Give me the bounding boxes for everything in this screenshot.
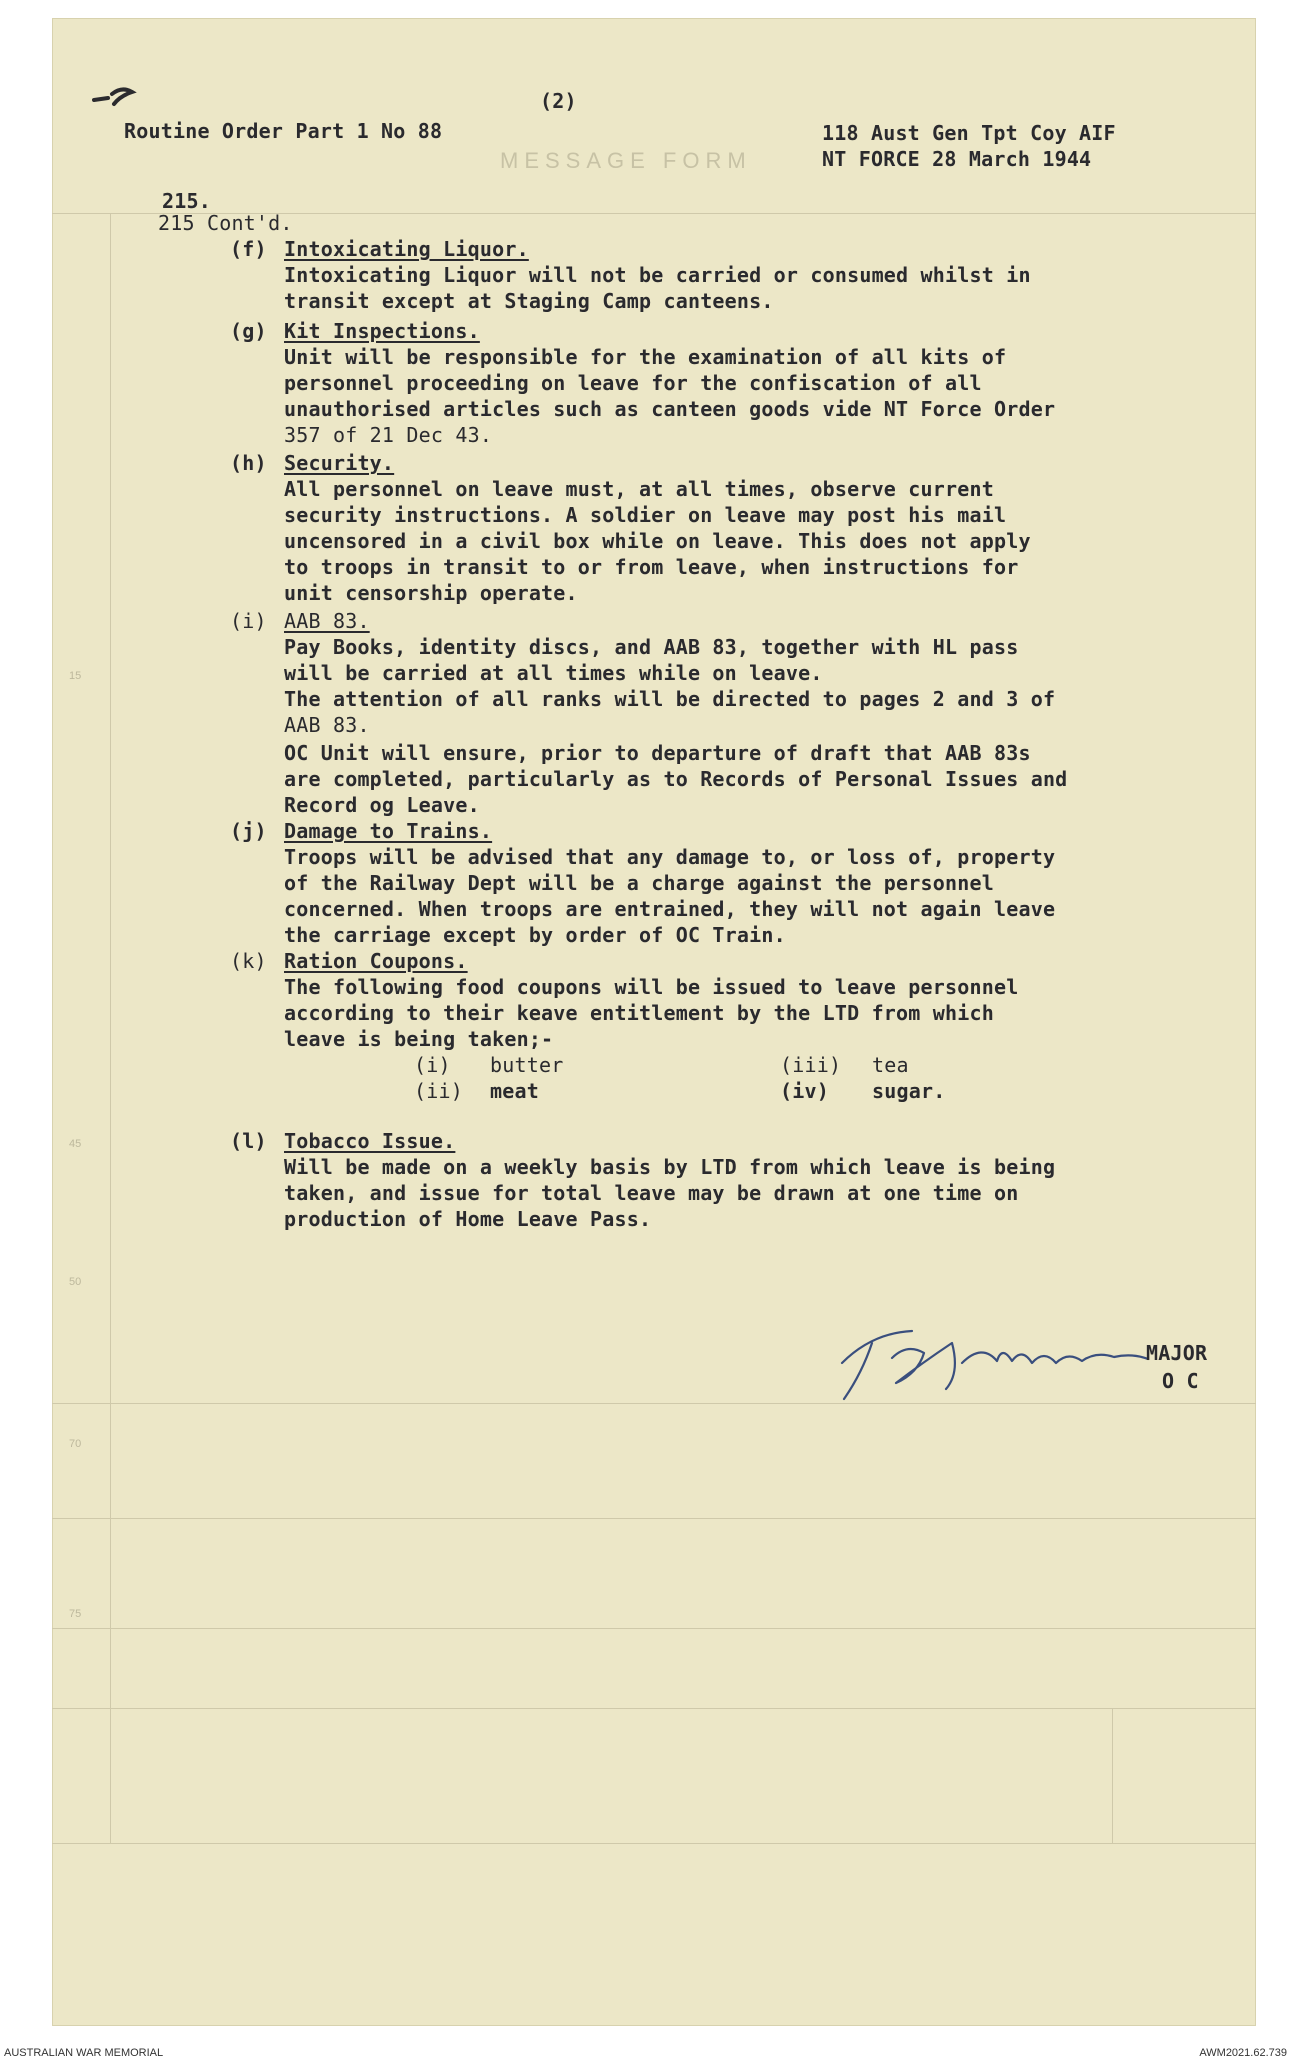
form-rule [52, 1843, 1256, 1844]
section-line: The following food coupons will be issued to leave personnel [284, 975, 1019, 999]
form-rule [52, 1518, 1256, 1519]
section-label-l: (l) [230, 1129, 267, 1153]
coupon-number: (i) [414, 1053, 451, 1077]
footer-right: AWM2021.62.739 [1199, 2047, 1287, 2059]
section-heading-j: Damage to Trains. [284, 819, 493, 843]
section-line: uncensored in a civil box while on leave. This does not apply [284, 529, 1031, 553]
section-line: of the Railway Dept will be a charge against the personnel [284, 871, 994, 895]
form-rule [52, 1628, 1256, 1629]
section-label-h: (h) [230, 451, 267, 475]
signatory-rank: MAJOR [1146, 1341, 1208, 1365]
section-heading-i: AAB 83. [284, 609, 370, 633]
coupon-item: butter [490, 1053, 564, 1077]
section-line: Pay Books, identity discs, and AAB 83, together with HL pass [284, 635, 1019, 659]
section-line: Troops will be advised that any damage to, or loss of, property [284, 845, 1056, 869]
section-line: concerned. When troops are entrained, they will not again leave [284, 897, 1056, 921]
section-line: All personnel on leave must, at all times, observe current [284, 477, 994, 501]
section-line: transit except at Staging Camp canteens. [284, 289, 774, 313]
section-label-f: (f) [230, 237, 267, 261]
margin-number: 50 [69, 1276, 82, 1288]
section-line: AAB 83. [284, 713, 370, 737]
coupon-item: meat [490, 1079, 539, 1103]
section-line: Intoxicating Liquor will not be carried or consumed whilst in [284, 263, 1031, 287]
unit-name: 118 Aust Gen Tpt Coy AIF [822, 121, 1116, 145]
section-line: 357 of 21 Dec 43. [284, 423, 493, 447]
section-line: Will be made on a weekly basis by LTD from which leave is being [284, 1155, 1056, 1179]
section-label-g: (g) [230, 319, 267, 343]
section-line: Record og Leave. [284, 793, 480, 817]
section-heading-g: Kit Inspections. [284, 319, 480, 343]
page-number: (2) [540, 89, 577, 113]
document-sheet [52, 18, 1256, 2026]
coupon-item: tea [872, 1053, 909, 1077]
signatory-role: O C [1162, 1369, 1199, 1393]
form-rule [110, 213, 111, 1843]
section-line: production of Home Leave Pass. [284, 1207, 652, 1231]
coupon-number: (iv) [780, 1079, 829, 1103]
section-label-k: (k) [230, 949, 267, 973]
section-line: are completed, particularly as to Records of Personal Issues and [284, 767, 1068, 791]
section-heading-l: Tobacco Issue. [284, 1129, 456, 1153]
section-line: will be carried at all times while on leave. [284, 661, 823, 685]
section-heading-k: Ration Coupons. [284, 949, 468, 973]
coupon-number: (ii) [414, 1079, 463, 1103]
margin-number: 70 [69, 1438, 82, 1450]
section-line: according to their keave entitlement by the LTD from which [284, 1001, 994, 1025]
section-line: OC Unit will ensure, prior to departure of draft that AAB 83s [284, 741, 1031, 765]
section-line: security instructions. A soldier on leave may post his mail [284, 503, 1007, 527]
section-line: Unit will be responsible for the examination of all kits of [284, 345, 1007, 369]
section-line: unauthorised articles such as canteen goods vide NT Force Order [284, 397, 1056, 421]
section-heading-f: Intoxicating Liquor. [284, 237, 529, 261]
section-line: leave is being taken;- [284, 1027, 554, 1051]
form-rule [52, 1708, 1256, 1709]
force-date: NT FORCE 28 March 1944 [822, 147, 1092, 171]
ink-mark-icon [90, 78, 140, 118]
item-number: 215. [162, 189, 211, 213]
section-line: The attention of all ranks will be directed to pages 2 and 3 of [284, 687, 1056, 711]
coupon-item: sugar. [872, 1079, 946, 1103]
margin-number: 75 [69, 1608, 82, 1620]
section-line: the carriage except by order of OC Train. [284, 923, 786, 947]
order-title: Routine Order Part 1 No 88 [124, 119, 443, 143]
margin-number: 45 [69, 1138, 82, 1150]
section-label-i: (i) [230, 609, 267, 633]
form-title-watermark: MESSAGE FORM [500, 148, 752, 173]
section-heading-h: Security. [284, 451, 395, 475]
item-continued: 215 Cont'd. [158, 211, 293, 235]
section-line: personnel proceeding on leave for the confiscation of all [284, 371, 982, 395]
margin-number: 15 [69, 670, 82, 682]
form-rule [1112, 1708, 1113, 1843]
section-line: unit censorship operate. [284, 581, 578, 605]
signature-icon [832, 1303, 1152, 1413]
footer-left: AUSTRALIAN WAR MEMORIAL [4, 2047, 164, 2059]
section-line: taken, and issue for total leave may be drawn at one time on [284, 1181, 1019, 1205]
coupon-number: (iii) [780, 1053, 842, 1077]
section-line: to troops in transit to or from leave, when instructions for [284, 555, 1019, 579]
section-label-j: (j) [230, 819, 267, 843]
